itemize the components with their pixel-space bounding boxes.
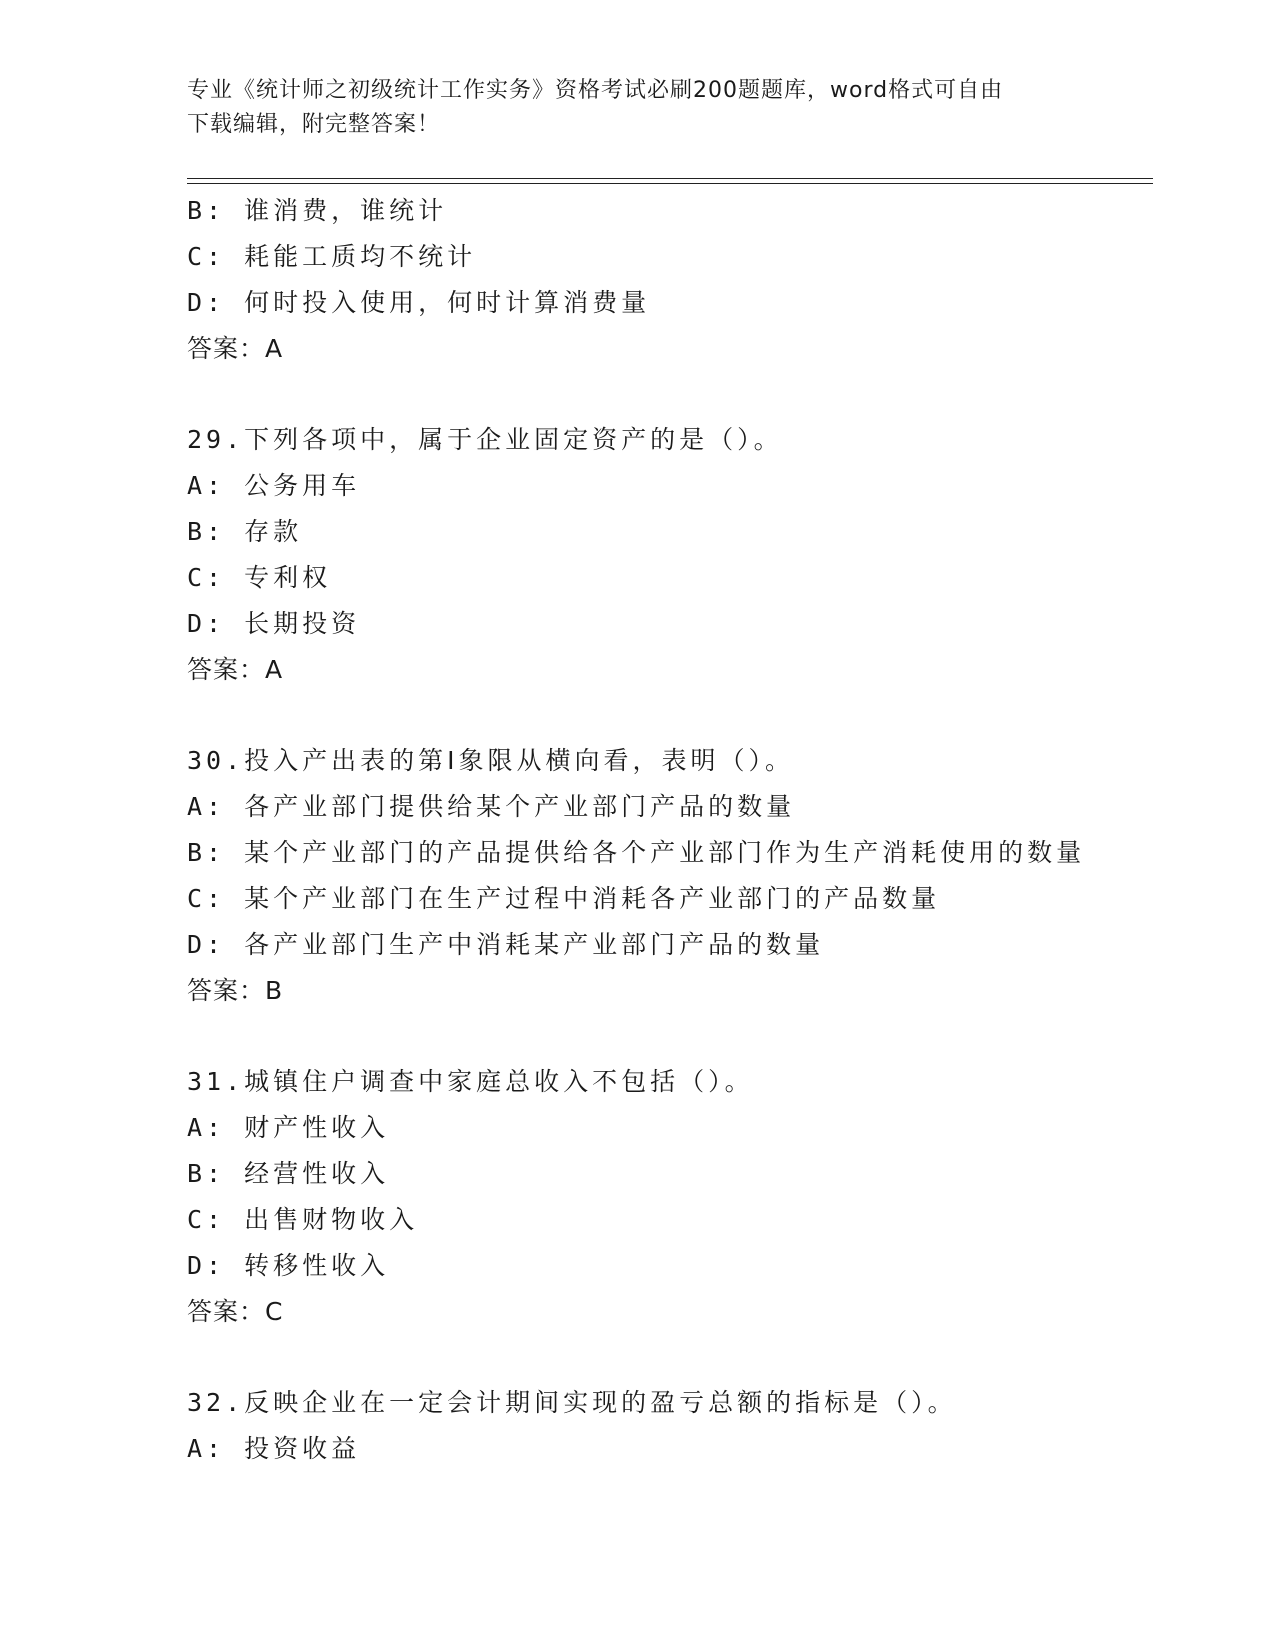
answer-line: 答案：A	[187, 334, 284, 363]
question-stem: 32.反映企业在一定会计期间实现的盈亏总额的指标是（）。	[187, 1388, 957, 1417]
option-a: A: 财产性收入	[187, 1113, 390, 1142]
question-28-continued	[187, 188, 1147, 372]
answer-line: 答案：A	[187, 655, 284, 684]
option-b: B: 经营性收入	[187, 1159, 390, 1188]
question-32	[187, 1380, 1147, 1472]
header-line-1: 专业《统计师之初级统计工作实务》资格考试必刷200题题库，word格式可自由	[187, 78, 1004, 103]
option-c: C: 某个产业部门在生产过程中消耗各产业部门的产品数量	[187, 884, 941, 913]
option-c: C: 专利权	[187, 563, 332, 592]
option-b: B: 某个产业部门的产品提供给各个产业部门作为生产消耗使用的数量	[187, 838, 1086, 867]
question-29	[187, 417, 1147, 693]
question-31	[187, 1059, 1147, 1335]
option-b: B: 存款	[187, 517, 303, 546]
option-d: D: 何时投入使用，何时计算消费量	[187, 288, 651, 317]
question-stem: 31.城镇住户调查中家庭总收入不包括（）。	[187, 1067, 754, 1096]
option-c: C: 耗能工质均不统计	[187, 242, 477, 271]
option-c: C: 出售财物收入	[187, 1205, 419, 1234]
header-line-2: 下载编辑，附完整答案！	[187, 112, 441, 137]
option-d: D: 长期投资	[187, 609, 361, 638]
header-divider-top	[187, 178, 1153, 179]
question-list	[187, 188, 1147, 1472]
option-d: D: 转移性收入	[187, 1251, 390, 1280]
question-30	[187, 738, 1147, 1014]
option-a: A: 公务用车	[187, 471, 361, 500]
option-d: D: 各产业部门生产中消耗某产业部门产品的数量	[187, 930, 825, 959]
question-stem: 30.投入产出表的第Ⅰ象限从横向看，表明（）。	[187, 746, 795, 775]
question-stem: 29.下列各项中，属于企业固定资产的是（）。	[187, 425, 783, 454]
answer-line: 答案：B	[187, 976, 284, 1005]
option-a: A: 投资收益	[187, 1434, 361, 1463]
answer-line: 答案：C	[187, 1297, 284, 1326]
document-header	[187, 74, 1087, 142]
header-divider-bottom	[187, 183, 1153, 184]
option-a: A: 各产业部门提供给某个产业部门产品的数量	[187, 792, 796, 821]
option-b: B: 谁消费，谁统计	[187, 196, 448, 225]
